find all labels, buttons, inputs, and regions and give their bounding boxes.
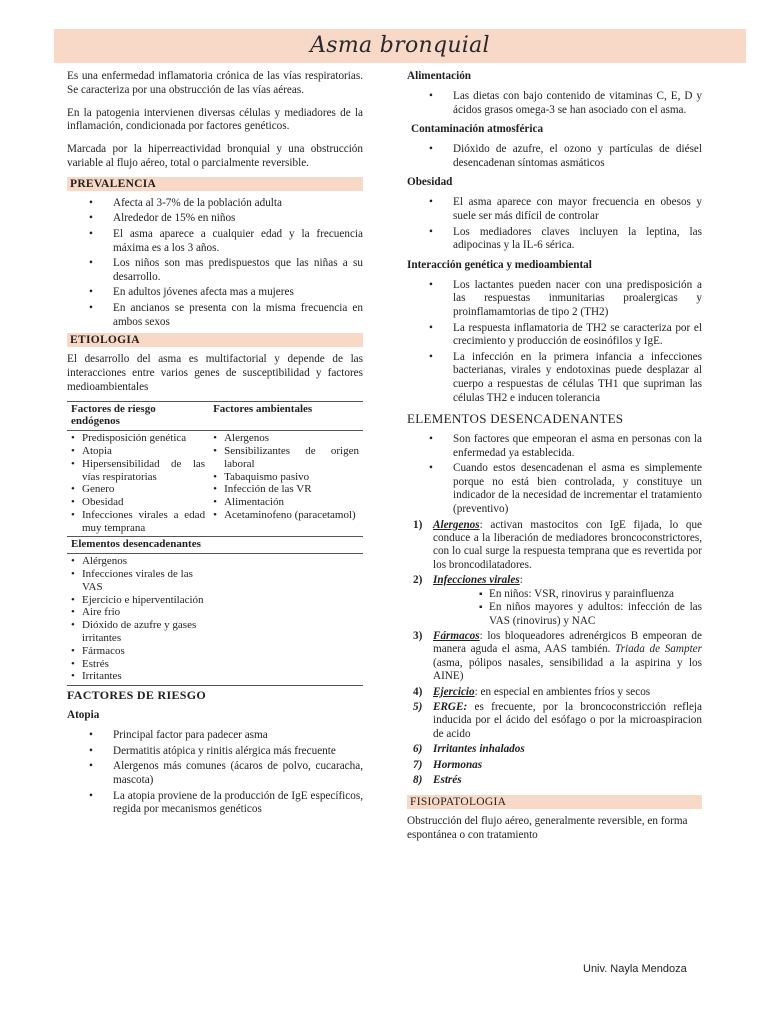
list-item: • Las dietas con bajo contenido de vitaminas C, E, D y ácidos grasos omega-3 se han asociado con el asma. bbox=[407, 90, 702, 117]
left-column bbox=[67, 70, 363, 823]
title-bar bbox=[54, 29, 746, 63]
table-item: • Predisposición genética bbox=[71, 432, 205, 445]
obesidad-list bbox=[407, 196, 702, 252]
endogenos-cell bbox=[67, 431, 209, 537]
list-item: • En ancianos se presenta con la misma frecuencia en ambos sexos bbox=[67, 302, 363, 329]
list-item: • La respuesta inflamatoria de TH2 se caracteriza por el crecimiento y producción de eosinófilos y IgE. bbox=[407, 322, 702, 349]
contaminacion-list bbox=[407, 143, 702, 170]
list-item: • Alergenos más comunes (ácaros de polvo, cucaracha, mascota) bbox=[67, 760, 363, 787]
table-item: • Alérgenos bbox=[71, 555, 205, 568]
table-item: • Estrés bbox=[71, 658, 205, 671]
list-item: • Alrededor de 15% en niños bbox=[67, 212, 363, 226]
list-item: 2) Infecciones virales: ▪ En niños: VSR, rinovirus y parainfluenza ▪ En niños mayores y adultos: infección de las VAS (rinovirus) y NAC bbox=[407, 574, 702, 628]
risk-factors-table bbox=[67, 401, 363, 687]
atopia-list bbox=[67, 729, 363, 817]
table-item: • Alergenos bbox=[213, 432, 359, 445]
table-item: • Irritantes bbox=[71, 670, 205, 683]
interaccion-list bbox=[407, 279, 702, 405]
list-item: • Son factores que empeoran el asma en personas con la enfermedad ya establecida. bbox=[407, 433, 702, 460]
etiologia-paragraph: El desarrollo del asma es multifactorial y depende de las interacciones entre varios genes de susceptibilidad y factores medioambientales bbox=[67, 353, 363, 393]
list-item: 5) ERGE: es frecuente, por la broncoconstricción refleja inducida por el ácido del esófago o por la microaspiracion de acido bbox=[413, 700, 702, 740]
prevalencia-list bbox=[67, 197, 363, 329]
fisiopatologia-paragraph: Obstrucción del flujo aéreo, generalmente reversible, en forma espontánea o con tratamiento bbox=[407, 815, 688, 842]
table-item: • Sensibilizantes de origen laboral bbox=[213, 445, 359, 471]
desencadenantes-list bbox=[407, 433, 702, 517]
alimentacion-heading: Alimentación bbox=[407, 70, 472, 82]
table-item: • Obesidad bbox=[71, 496, 205, 509]
ambientales-cell bbox=[209, 431, 363, 537]
table-item: • Infecciones virales a edad muy temprana bbox=[71, 509, 205, 535]
table-header-ambientales: Factores ambientales bbox=[209, 401, 363, 431]
list-item: • Cuando estos desencadenan el asma es simplemente porque no está bien controlada, y constituye un indicador de la necesidad de incrementar el tratamiento (preventivo) bbox=[407, 462, 702, 516]
table-item: • Tabaquismo pasivo bbox=[213, 471, 359, 484]
list-item: • Dióxido de azufre, el ozono y partículas de diésel desencadenan síntomas asmáticos bbox=[407, 143, 702, 170]
table-item: • Atopia bbox=[71, 445, 205, 458]
list-item: 8) Estrés bbox=[413, 773, 462, 786]
list-item: • Principal factor para padecer asma bbox=[67, 729, 363, 743]
fisiopatologia-heading: FISIOPATOLOGIA bbox=[407, 795, 702, 809]
sublist bbox=[433, 588, 702, 628]
table-item: • Ejercicio e hiperventilación bbox=[71, 594, 205, 607]
intro-paragraph: Marcada por la hiperreactividad bronquial y una obstrucción variable al flujo aéreo, total o parcialmente reversible. bbox=[67, 143, 363, 169]
sublist-item: ▪ En niños mayores y adultos: infección de las VAS (rinovirus) y NAC bbox=[433, 601, 702, 628]
intro-paragraph: En la patogenia intervienen diversas células y mediadores de la inflamación, condicionada por factores genéticos. bbox=[67, 106, 363, 133]
desencadenantes-heading: ELEMENTOS DESENCADENANTES bbox=[407, 411, 624, 427]
list-item: • El asma aparece con mayor frecuencia en obesos y suele ser más difícil de controlar bbox=[407, 196, 702, 223]
desencadenantes-cell bbox=[67, 554, 209, 686]
list-item: • El asma aparece a cualquier edad y la frecuencia máxima es a los 3 años. bbox=[67, 228, 363, 255]
list-item: 1) Alergenos: activan mastocitos con IgE fijada, lo que conduce a la liberación de mediadores broncoconstrictores, con lo cual surge la respuesta temprana que es revertida por los broncodilatadores. bbox=[413, 518, 702, 571]
list-item: • Los niños son mas predispuestos que las niñas a su desarrollo. bbox=[67, 257, 363, 284]
table-item: • Hipersensibilidad de las vías respiratorias bbox=[71, 458, 205, 484]
list-item: • La infección en la primera infancia a infecciones bacterianas, virales y endotoxinas puede desplazar al cuerpo a respuestas de células TH1 que supriman las células TH2 e inducen tolerancia bbox=[407, 351, 702, 405]
table-header-endogenos: Factores de riesgo endógenos bbox=[67, 401, 209, 431]
page-title: Asma bronquial bbox=[310, 33, 490, 58]
alimentacion-list bbox=[407, 90, 702, 117]
table-item: • Infecciones virales de las VAS bbox=[71, 568, 205, 594]
prevalencia-heading: PREVALENCIA bbox=[67, 177, 363, 191]
factores-riesgo-heading: FACTORES DE RIESGO bbox=[67, 688, 206, 703]
list-item: 3) Fármacos: los bloqueadores adrenérgicos B empeoran de manera aguda el asma, AAS también. Triada de Sampter (asma, pólipos nasales, sensibilidad a la aspirina y los AINE) bbox=[413, 629, 702, 683]
list-item: 6) Irritantes inhalados bbox=[413, 743, 525, 756]
list-item: 7) Hormonas bbox=[413, 758, 483, 771]
interaccion-heading: Interacción genética y medioambiental bbox=[407, 258, 592, 271]
table-item: • Genero bbox=[71, 483, 205, 496]
list-item: • Los lactantes pueden nacer con una predisposición a las respuestas inmunitarias proalergicas y proinflamamtorias de tipo 2 (TH2) bbox=[407, 279, 702, 320]
list-item: • La atopia proviene de la producción de IgE específicos, regida por mecanismos genéticos bbox=[67, 790, 363, 817]
list-item: • En adultos jóvenes afecta mas a mujeres bbox=[67, 286, 363, 300]
table-item: • Dióxido de azufre y gases irritantes bbox=[71, 619, 205, 645]
list-item: • Afecta al 3-7% de la población adulta bbox=[67, 197, 363, 211]
intro-paragraph: Es una enfermedad inflamatoria crónica de las vías respiratorias. Se caracteriza por una obstrucción de las vías aéreas. bbox=[67, 70, 363, 96]
etiologia-heading: ETIOLOGIA bbox=[67, 333, 363, 347]
table-item: • Aire frio bbox=[71, 606, 205, 619]
table-item: • Alimentación bbox=[213, 496, 359, 509]
list-item: • Los mediadores claves incluyen la leptina, las adipocinas y la IL-6 sérica. bbox=[407, 226, 702, 253]
obesidad-heading: Obesidad bbox=[407, 176, 453, 189]
table-header-desencadenantes: Elementos desencadenantes bbox=[67, 537, 209, 554]
contaminacion-heading: Contaminación atmosférica bbox=[411, 123, 544, 136]
right-column bbox=[407, 70, 702, 852]
table-item: • Acetaminofeno (paracetamol) bbox=[213, 509, 359, 522]
sublist-item: ▪ En niños: VSR, rinovirus y parainfluenza bbox=[433, 588, 702, 601]
atopia-heading: Atopia bbox=[67, 709, 100, 722]
list-item: • Dermatitis atópica y rinitis alérgica más frecuente bbox=[67, 745, 363, 759]
footer-author: Univ. Nayla Mendoza bbox=[583, 963, 687, 975]
desencadenantes-numbered-list bbox=[407, 519, 702, 788]
table-item: • Fármacos bbox=[71, 645, 205, 658]
list-item: 4) Ejercicio: en especial en ambientes fríos y secos bbox=[413, 685, 651, 698]
table-item: • Infección de las VR bbox=[213, 483, 359, 496]
